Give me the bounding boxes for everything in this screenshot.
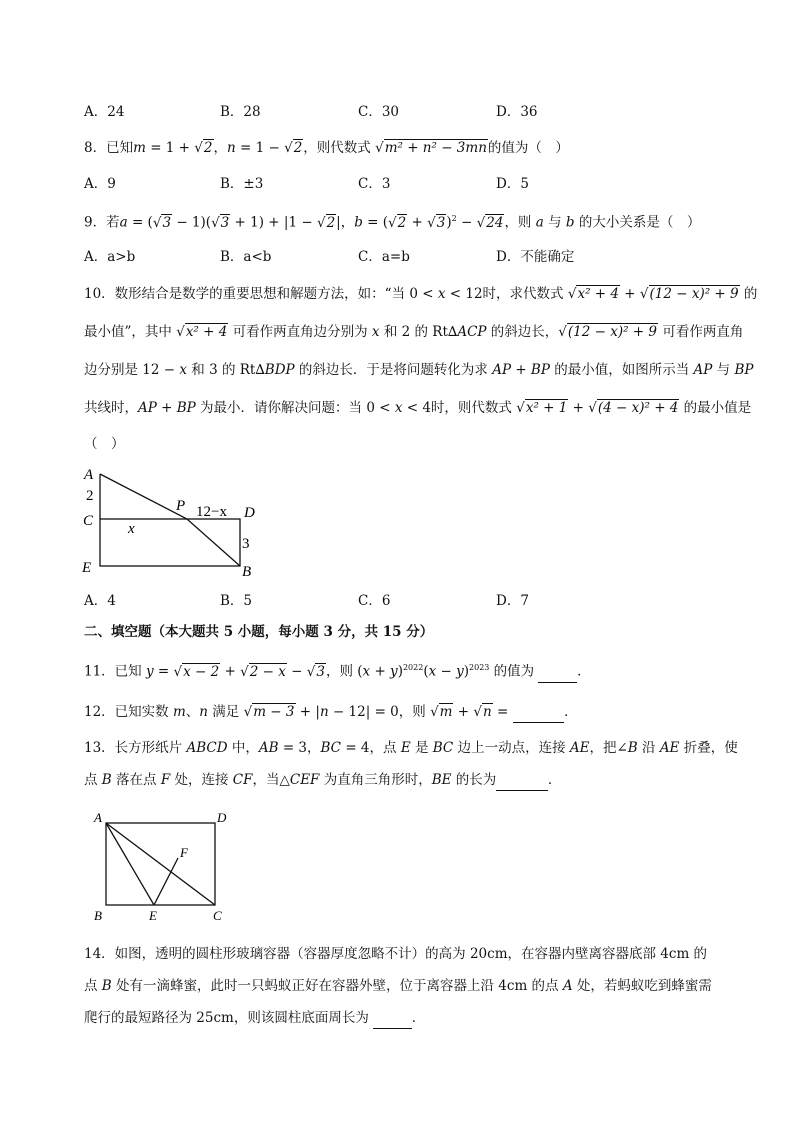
q13-figure (88, 808, 238, 926)
math-variable: BDP (264, 362, 295, 378)
text-segment: 是 (410, 740, 433, 756)
text-segment: = (492, 704, 513, 720)
label-a: A (94, 810, 102, 825)
text-segment: 13．长方形纸片 (84, 740, 187, 756)
text-segment: 14．如图，透明的圆柱形玻璃容器（容器厚度忽略不计）的高为 20cm，在容器内壁离容器底部 4cm 的 (84, 946, 708, 962)
text-segment: |， (336, 214, 355, 231)
square-root-expression (558, 322, 658, 342)
text-segment: 最小值”，其中 (84, 324, 177, 340)
text-segment: 折叠，使 (679, 740, 738, 756)
q9-option-b[interactable]: B．a<b (220, 249, 272, 265)
square-root-expression (153, 213, 172, 233)
text-segment: + (407, 214, 428, 231)
q8-option-b[interactable]: B．±3 (220, 176, 264, 192)
text-segment: = 3， (278, 740, 321, 756)
text-segment: 边上一动点，连接 (453, 740, 570, 756)
math-variable: n (199, 704, 208, 720)
path-apb (100, 474, 240, 566)
text-segment: 为直角三角形时， (319, 772, 432, 788)
math-variable: b (354, 214, 363, 231)
radicand: 24 (486, 214, 504, 231)
radical-sign-icon: √ (176, 324, 185, 340)
q10-line-5 (84, 434, 125, 454)
square-root-expression (430, 702, 453, 722)
label-d: D (217, 810, 227, 825)
math-variable: x (437, 286, 446, 302)
label-b: B (94, 908, 102, 923)
math-variable: AB (258, 740, 279, 756)
q13-line-2 (84, 770, 561, 791)
text-segment: 的长为 (451, 772, 497, 788)
radical-sign-icon: √ (284, 140, 293, 156)
text-segment: 为最小．请你解决问题：当 0 < (195, 400, 395, 416)
q10-option-d[interactable]: D．7 (496, 593, 529, 609)
exponent: 2022 (402, 663, 424, 672)
square-root-expression (375, 138, 488, 158)
text-segment: （ ） (84, 436, 125, 452)
square-root-expression (174, 662, 221, 682)
text-segment: 的斜边长．于是将问题转化为求 (294, 362, 493, 378)
label-p: P (176, 498, 186, 514)
radical-sign-icon: √ (152, 214, 162, 231)
radicand: (4 − x)² + 4 (597, 400, 679, 416)
radicand: 2 (397, 214, 407, 231)
math-variable: AE (569, 740, 590, 756)
text-segment: 的值为 (489, 663, 539, 680)
text-segment: 处有一滴蜂蜜，此时一只蚂蚁正好在容器外壁，位于离容器上沿 4cm 的点 (111, 978, 563, 994)
text-segment: + (619, 286, 640, 302)
math-variable: ACP (457, 324, 487, 340)
text-segment: 与 (543, 214, 566, 231)
text-segment: 可看作两直角边分别为 (228, 324, 372, 340)
text-segment: = (153, 663, 174, 680)
text-segment: = 1 + (145, 140, 195, 156)
q9-option-a[interactable]: A．a>b (84, 249, 136, 265)
label-pd-length: 12−x (196, 504, 227, 520)
math-variable: n (319, 704, 329, 720)
math-variable: m (133, 140, 146, 156)
radical-sign-icon: √ (558, 324, 567, 340)
math-variable: x (371, 324, 380, 340)
radical-sign-icon: √ (173, 663, 183, 680)
radical-sign-icon: √ (476, 214, 486, 231)
text-segment: = ( (127, 214, 153, 231)
text-segment: 的最小值是 (679, 400, 752, 416)
math-variable: AE (659, 740, 680, 756)
radical-sign-icon: √ (516, 400, 525, 416)
label-e: E (82, 560, 92, 576)
math-variable: AP (693, 362, 713, 378)
square-root-expression (176, 322, 228, 342)
text-segment: ) (463, 663, 470, 680)
math-variable: B (101, 772, 112, 788)
math-variable: n (227, 140, 236, 156)
q14-line-2 (84, 976, 712, 996)
radical-sign-icon: √ (588, 400, 597, 416)
text-segment: ，把∠ (589, 740, 628, 756)
text-segment: 可看作两直角 (658, 324, 744, 340)
text-segment: − (456, 214, 477, 231)
math-variable: AP + BP (492, 362, 550, 378)
label-e: E (149, 908, 157, 923)
text-segment: + (220, 663, 241, 680)
radicand: 2 (293, 140, 303, 156)
math-variable: AP + BP (138, 400, 196, 416)
text-segment: + (453, 704, 474, 720)
radicand: 3 (436, 214, 446, 231)
radical-sign-icon: √ (430, 704, 439, 720)
math-variable: BC (432, 740, 454, 756)
text-segment: 爬行的最短路径为 25cm，则该圆柱底面周长为 (84, 1010, 374, 1026)
label-c: C (83, 513, 94, 529)
q9-option-d[interactable]: D．不能确定 (496, 249, 575, 265)
text-segment: 12．已知实数 (84, 704, 173, 720)
math-variable: BC (320, 740, 342, 756)
text-segment: ( (423, 663, 429, 680)
text-segment: 中， (227, 740, 259, 756)
math-variable: B (627, 740, 638, 756)
square-root-expression (307, 662, 326, 682)
square-root-expression (427, 213, 446, 233)
radical-sign-icon: √ (243, 704, 253, 720)
radical-sign-icon: √ (306, 663, 316, 680)
q10-line-3 (84, 360, 753, 380)
answer-blank[interactable] (513, 702, 565, 723)
section-2-heading: 二、填空题（本大题共 5 小题，每小题 3 分，共 15 分） (84, 624, 434, 640)
segment-ef (154, 858, 178, 905)
math-variable: x + y (362, 663, 398, 680)
radical-sign-icon: √ (240, 663, 249, 680)
text-segment: 的最小值，如图所示当 (549, 362, 694, 378)
exponent: 2 (451, 214, 457, 223)
math-variable: a (119, 214, 128, 231)
math-variable: BE (431, 772, 452, 788)
q10-line-2 (84, 322, 743, 342)
text-segment: 与 (712, 362, 735, 378)
segment-ae (106, 823, 154, 905)
q7-option-c[interactable]: C．30 (358, 104, 400, 120)
text-segment: 和 2 的 Rt∆ (379, 324, 458, 340)
square-root-expression (568, 284, 620, 304)
label-ac-length: 2 (86, 488, 94, 504)
square-root-expression (211, 213, 230, 233)
label-cp-length: x (128, 521, 135, 537)
radicand: m² + n² − 3mn (384, 140, 487, 156)
square-root-expression (477, 213, 505, 233)
math-variable: x − y (428, 663, 464, 680)
radicand: 3 (162, 214, 172, 231)
square-root-expression (640, 284, 740, 304)
text-segment: − (286, 663, 307, 680)
text-segment: ，则 ( (325, 663, 363, 680)
radical-sign-icon: √ (211, 214, 220, 231)
square-root-expression (317, 213, 336, 233)
square-root-expression (588, 398, 679, 418)
q11-question (84, 658, 591, 683)
radical-sign-icon: √ (473, 704, 482, 720)
answer-blank[interactable] (538, 662, 577, 683)
q10-option-a[interactable]: A．4 (84, 593, 116, 609)
label-db-length: 3 (242, 536, 250, 552)
text-segment: 点 (84, 772, 102, 788)
q14-line-1 (84, 944, 707, 964)
radical-sign-icon: √ (427, 214, 436, 231)
math-variable: BP (734, 362, 754, 378)
text-segment: 的 (739, 286, 758, 302)
math-variable: x (394, 400, 403, 416)
text-segment: ． (547, 772, 562, 788)
text-segment: = 4，点 (341, 740, 401, 756)
radical-sign-icon: √ (316, 214, 326, 231)
radicand: m (439, 704, 453, 720)
q7-option-b[interactable]: B．28 (220, 104, 261, 120)
math-variable: B (101, 978, 112, 994)
exponent: 2023 (469, 663, 490, 672)
radicand: m − 3 (253, 704, 295, 720)
radicand: (12 − x)² + 9 (567, 324, 658, 340)
text-segment: 满足 (208, 704, 244, 720)
radical-sign-icon: √ (639, 286, 649, 302)
text-segment: 共线时， (84, 400, 138, 416)
label-d: D (244, 505, 255, 521)
text-segment: 9．若 (84, 214, 120, 231)
radicand: 2 (326, 214, 336, 231)
radical-sign-icon: √ (194, 140, 203, 156)
q8-option-c[interactable]: C．3 (358, 176, 391, 192)
text-segment: 点 (84, 978, 102, 994)
text-segment: ． (577, 663, 591, 680)
radicand: x² + 4 (185, 324, 228, 340)
text-segment: ，当△ (252, 772, 290, 788)
label-a: A (84, 467, 94, 483)
q14-line-3 (84, 1008, 425, 1029)
square-root-expression (284, 138, 303, 158)
q8-option-a[interactable]: A．9 (84, 176, 116, 192)
answer-blank[interactable] (373, 1008, 412, 1029)
q7-option-d[interactable]: D．36 (496, 104, 538, 120)
answer-blank[interactable] (496, 770, 548, 791)
text-segment: ，则 (504, 214, 536, 231)
radicand: 3 (316, 663, 325, 680)
text-segment: ，则代数式 (303, 140, 376, 156)
math-variable: y (145, 663, 154, 680)
q9-question (84, 209, 700, 233)
radical-sign-icon: √ (375, 140, 384, 156)
math-variable: b (565, 214, 575, 231)
math-variable: F (160, 772, 171, 788)
label-b: B (242, 564, 252, 580)
text-segment: + 1) + |1 − (230, 214, 317, 231)
square-root-expression (244, 702, 296, 722)
label-c: C (213, 908, 222, 923)
radicand: 3 (220, 214, 230, 231)
text-segment: − 1)( (172, 214, 212, 231)
text-segment: ) (397, 663, 403, 680)
radicand: x² + 4 (577, 286, 619, 302)
radicand: n (483, 704, 492, 720)
text-segment: 8．已知 (84, 140, 134, 156)
text-segment: 处，若蚂蚁吃到蜂蜜需 (572, 978, 712, 994)
square-root-expression (388, 213, 407, 233)
math-variable: x (179, 362, 187, 378)
text-segment: 和 3 的 Rt∆ (187, 362, 265, 378)
q8-question (84, 138, 569, 158)
text-segment: 边分别是 12 − (84, 362, 180, 378)
text-segment: 落在点 (111, 772, 161, 788)
text-segment: 的值为（ ） (487, 140, 569, 156)
radicand: (12 − x)² + 9 (649, 286, 739, 302)
text-segment: − 12| = 0，则 (328, 704, 431, 720)
text-segment: 的大小关系是（ ） (574, 214, 701, 231)
radicand: 2 (203, 140, 213, 156)
square-root-expression (194, 138, 213, 158)
text-segment: = 1 − (235, 140, 285, 156)
q10-option-b[interactable]: B．5 (220, 593, 253, 609)
label-f: F (180, 845, 188, 860)
q10-line-4 (84, 398, 751, 418)
q10-option-c[interactable]: C．6 (358, 593, 391, 609)
q8-option-d[interactable]: D．5 (496, 176, 529, 192)
q10-figure (78, 462, 268, 582)
math-variable: E (400, 740, 411, 756)
radicand: x − 2 (183, 663, 220, 680)
math-variable: CF (232, 772, 253, 788)
square-root-expression (516, 398, 568, 418)
text-segment: ) (446, 214, 452, 231)
q9-option-c[interactable]: C．a=b (358, 249, 410, 265)
text-segment: ． (564, 704, 578, 720)
text-segment: 处，连接 (170, 772, 233, 788)
rectangle-cdbe (100, 519, 240, 566)
text-segment: + | (295, 704, 320, 720)
text-segment: 10．数形结合是数学的重要思想和解题方法，如：“当 0 < (84, 286, 438, 302)
square-root-expression (473, 702, 492, 722)
text-segment: 11．已知 (84, 663, 146, 680)
text-segment: 、 (185, 704, 200, 720)
text-segment: 沿 (637, 740, 660, 756)
radicand: x² + 1 (525, 400, 568, 416)
math-variable: A (562, 978, 573, 994)
q7-option-a[interactable]: A．24 (84, 104, 125, 120)
radicand: 2 − x (249, 663, 286, 680)
math-variable: CEF (289, 772, 320, 788)
math-variable: m (172, 704, 186, 720)
text-segment: + (568, 400, 589, 416)
text-segment: ， (213, 140, 227, 156)
math-variable: a (535, 214, 544, 231)
radical-sign-icon: √ (567, 286, 577, 302)
q13-line-1 (84, 738, 738, 758)
q12-question (84, 702, 578, 723)
math-variable: ABCD (186, 740, 228, 756)
text-segment: 的斜边长， (486, 324, 559, 340)
radical-sign-icon: √ (388, 214, 397, 231)
text-segment: ． (411, 1010, 426, 1026)
square-root-expression (240, 662, 287, 682)
text-segment: < 12时，求代数式 (445, 286, 568, 302)
text-segment: = ( (362, 214, 389, 231)
q10-line-1 (84, 284, 757, 304)
text-segment: < 4时，则代数式 (402, 400, 517, 416)
